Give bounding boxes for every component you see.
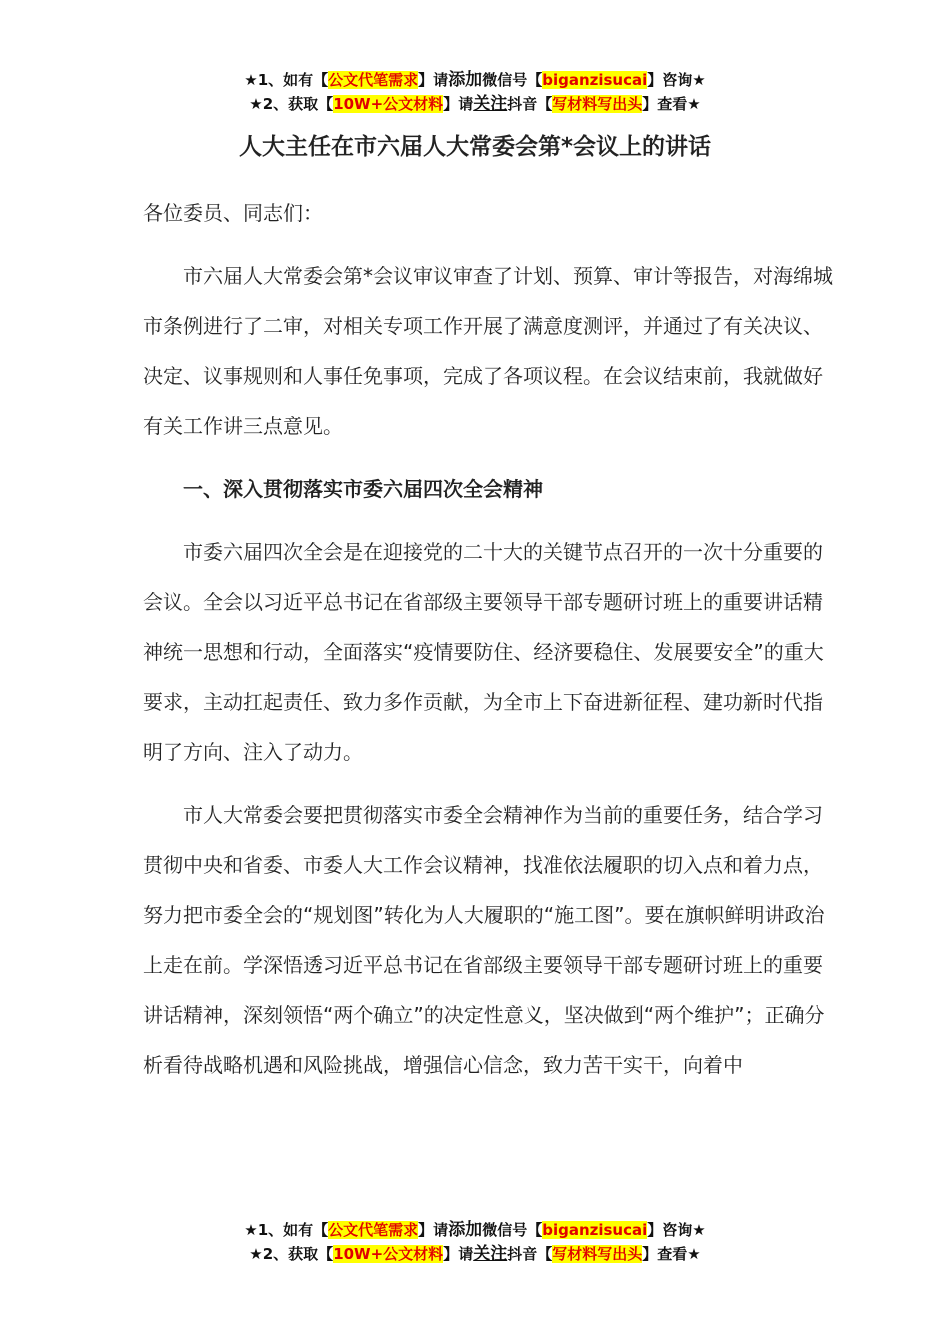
promo-text: ★2、获取【	[249, 95, 334, 113]
document-body	[143, 188, 833, 1103]
paragraph: 市人大常委会要把贯彻落实市委全会精神作为当前的重要任务，结合学习贯彻中央和省委、市委人大工作会议精神，找准依法履职的切入点和着力点，努力把市委全会的“规划图”转化为人大履职的“施工图”。要在旗帜鲜明讲政治上走在前。学深悟透习近平总书记在省部级主要领导干部专题研讨班上的重要讲话精神，深刻领悟“两个确立”的决定性意义，坚决做到“两个维护”；正确分析看待战略机遇和风险挑战，增强信心信念，致力苦干实干，向着中	[143, 803, 825, 1077]
promo-text: 微信号【	[482, 71, 543, 89]
promo-highlight: 10W+公文材料	[333, 1245, 444, 1263]
promo-emphasis: 关注	[473, 1244, 508, 1264]
promo-text: 】请	[443, 1245, 474, 1263]
promo-text: 抖音【	[507, 95, 553, 113]
promo-text: 微信号【	[482, 1221, 543, 1239]
promo-line-1	[0, 1218, 950, 1242]
promo-emphasis: 添加	[448, 1220, 483, 1240]
promo-highlight: 公文代笔需求	[328, 1221, 419, 1239]
promo-line-2	[0, 1242, 950, 1266]
promo-text: 】请	[443, 95, 474, 113]
document-title: 人大主任在市六届人大常委会第*会议上的讲话	[238, 134, 712, 160]
promo-line-2	[0, 92, 950, 116]
promo-text: 】查看★	[642, 1245, 701, 1263]
promo-emphasis: 关注	[473, 94, 508, 114]
promo-emphasis: 添加	[448, 70, 483, 90]
promo-text: ★1、如有【	[244, 71, 329, 89]
promo-text: 】咨询★	[647, 1221, 706, 1239]
promo-highlight: biganzisucai	[542, 1221, 648, 1239]
promo-line-1	[0, 68, 950, 92]
promo-text: 抖音【	[507, 1245, 553, 1263]
promo-banner-bottom	[0, 1218, 950, 1266]
section-heading: 一、深入贯彻落实市委六届四次全会精神	[183, 477, 543, 501]
promo-text: ★2、获取【	[249, 1245, 334, 1263]
salutation: 各位委员、同志们：	[143, 201, 323, 225]
paragraph: 市委六届四次全会是在迎接党的二十大的关键节点召开的一次十分重要的会议。全会以习近平总书记在省部级主要领导干部专题研讨班上的重要讲话精神统一思想和行动，全面落实“疫情要防住、经济要稳住、发展要安全”的重大要求，主动扛起责任、致力多作贡献，为全市上下奋进新征程、建功新时代指明了方向、注入了动力。	[143, 540, 824, 764]
paragraph: 市六届人大常委会第*会议审议审查了计划、预算、审计等报告，对海绵城市条例进行了二审，对相关专项工作开展了满意度测评，并通过了有关决议、决定、议事规则和人事任免事项，完成了各项议程。在会议结束前，我就做好有关工作讲三点意见。	[143, 264, 833, 438]
promo-text: 】请	[418, 1221, 449, 1239]
promo-text: 】请	[418, 71, 449, 89]
promo-text: 】查看★	[642, 95, 701, 113]
promo-highlight: 写材料写出头	[552, 1245, 643, 1263]
promo-highlight: 10W+公文材料	[333, 95, 444, 113]
promo-highlight: 写材料写出头	[552, 95, 643, 113]
promo-banner-top	[0, 68, 950, 116]
promo-highlight: 公文代笔需求	[328, 71, 419, 89]
promo-text: ★1、如有【	[244, 1221, 329, 1239]
promo-highlight: biganzisucai	[542, 71, 648, 89]
promo-text: 】咨询★	[647, 71, 706, 89]
